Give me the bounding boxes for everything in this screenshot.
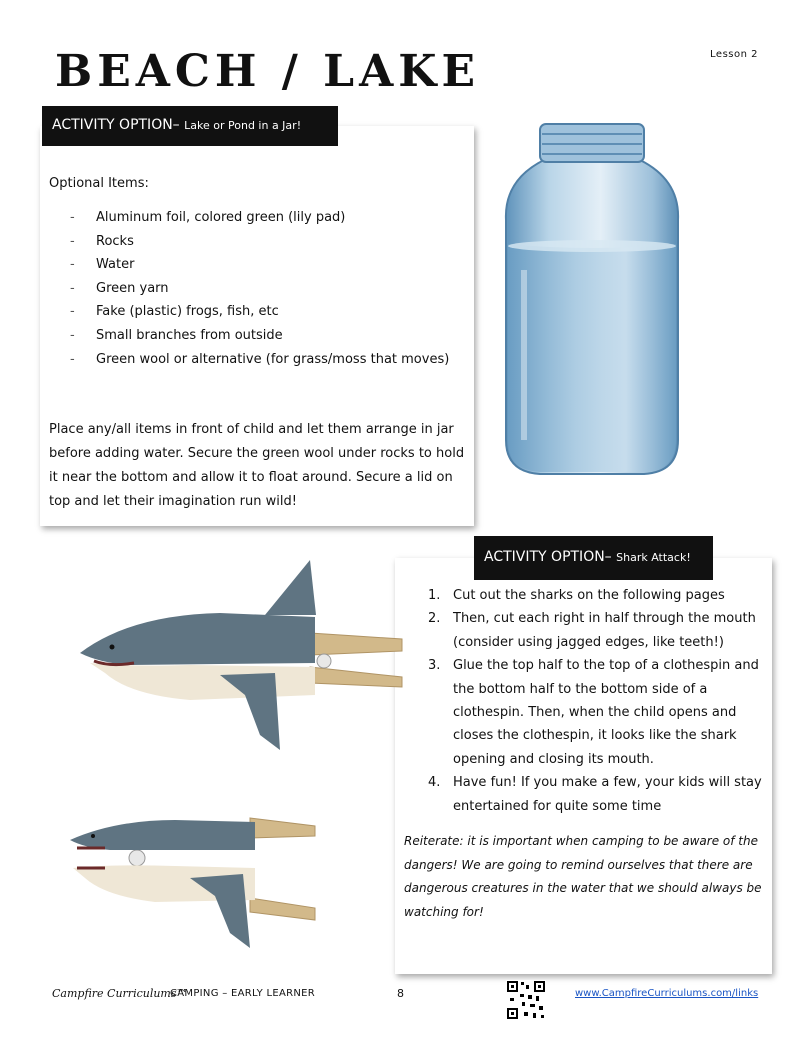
- banner-subtitle: Lake or Pond in a Jar!: [184, 119, 302, 132]
- footer-subtitle: CAMPING – EARLY LEARNER: [170, 988, 315, 999]
- step-number: 3.: [428, 658, 441, 674]
- jar-instructions: Place any/all items in front of child and let them arrange in jar before adding water. Secure the green wool under rocks to hold it near the bottom and allow it to float around. Secure a lid on top and let their imagination run wild!: [49, 422, 465, 509]
- item-text: Green wool or alternative (for grass/moss that moves): [96, 351, 450, 367]
- list-item: [428, 654, 762, 771]
- list-item: [70, 277, 449, 301]
- list-item: [70, 253, 449, 277]
- activity-banner-shark: [474, 536, 713, 580]
- lesson-label: Lesson 2: [710, 49, 758, 60]
- bullet: -: [70, 351, 75, 367]
- item-text: Fake (plastic) frogs, fish, etc: [96, 304, 279, 320]
- bullet: -: [70, 280, 75, 296]
- list-item: [70, 348, 449, 372]
- banner-label: ACTIVITY OPTION–: [484, 549, 617, 565]
- step-number: 2.: [428, 611, 441, 627]
- website-link[interactable]: www.CampfireCurriculums.com/links: [575, 988, 759, 999]
- optional-items-list: [70, 206, 449, 371]
- activity-banner-jar: [42, 106, 338, 146]
- list-item: [428, 584, 762, 607]
- step-text: Then, cut each right in half through the mouth (consider using jagged edges, like teeth!): [453, 611, 756, 650]
- reiterate-note: Reiterate: it is important when camping to be aware of the dangers! We are going to remind ourselves that there are dangerous creatures in the water that we should always be watching for!: [404, 834, 762, 919]
- list-item: [70, 300, 449, 324]
- banner-subtitle: Shark Attack!: [616, 551, 691, 564]
- step-number: 4.: [428, 775, 441, 791]
- item-text: Water: [96, 257, 135, 273]
- shark-clothespin-illustration: [70, 555, 410, 760]
- optional-items-label: Optional Items:: [49, 176, 149, 191]
- step-text: Glue the top half to the top of a clothespin and the bottom half to the bottom side of a clothespin. Then, when the child opens and closes the clothespin, it looks like the shark opening and closing its mouth.: [453, 658, 759, 767]
- bullet: -: [70, 257, 75, 273]
- page-title: BEACH / LAKE: [55, 46, 481, 97]
- item-text: Small branches from outside: [96, 327, 283, 343]
- item-text: Green yarn: [96, 280, 169, 296]
- bullet: -: [70, 210, 75, 225]
- item-text: Rocks: [96, 233, 134, 249]
- page-number: 8: [397, 987, 404, 1000]
- list-item: [70, 230, 449, 254]
- banner-label: ACTIVITY OPTION–: [52, 117, 185, 133]
- mason-jar-illustration: [494, 120, 690, 480]
- list-item: [428, 607, 762, 654]
- bullet: -: [70, 304, 75, 320]
- list-item: [70, 206, 449, 230]
- qr-code-icon[interactable]: [506, 980, 546, 1020]
- shark-clothespin-open-illustration: [65, 808, 325, 958]
- step-number: 1.: [428, 588, 441, 603]
- brand-logo: Campfire Curriculums™: [52, 987, 188, 1000]
- step-text: Cut out the sharks on the following pages: [453, 588, 725, 603]
- bullet: -: [70, 233, 75, 249]
- list-item: [70, 324, 449, 348]
- item-text: Aluminum foil, colored green (lily pad): [96, 210, 346, 225]
- shark-steps-list: [428, 584, 762, 818]
- bullet: -: [70, 327, 75, 343]
- list-item: [428, 771, 762, 818]
- step-text: Have fun! If you make a few, your kids will stay entertained for quite some time: [453, 775, 762, 814]
